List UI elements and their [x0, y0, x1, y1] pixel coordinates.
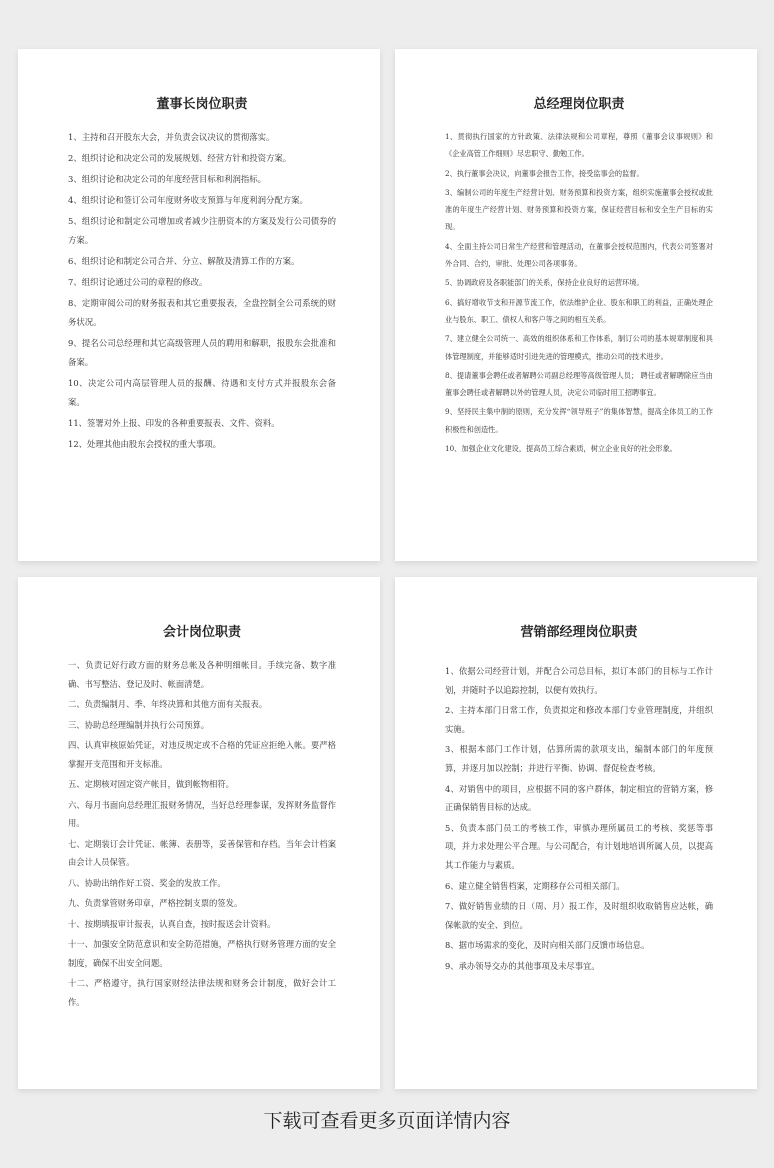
duty-item: 2、组织讨论和决定公司的发展规划、经营方针和投资方案。: [68, 153, 292, 163]
duty-item: 3、根据本部门工作计划，估算所需的款项支出，编制本部门的年度预算，并逐月加以控制；并进行平衡、协调、督促检查考核。: [445, 744, 713, 773]
document-page-general-manager: [395, 49, 757, 561]
duty-item: 7、组织讨论通过公司的章程的修改。: [68, 277, 208, 287]
document-page-marketing-manager: [395, 577, 757, 1089]
duty-list: [445, 662, 713, 976]
duty-item: 9、承办领导交办的其他事项及未尽事宜。: [445, 960, 600, 971]
duty-item: 5、负责本部门员工的考核工作，审慎办理所属员工的考核、奖惩等事项，并力求处理公平合理。与公司配合，有计划地培训所属人员，以提高其工作能力与素质。: [445, 822, 713, 870]
duty-item: 6、搞好增收节支和开源节流工作，依法维护企业、股东和职工的利益，正确处理企业与股东、职工、债权人和客户等之间的相互关系。: [445, 297, 713, 324]
duty-list: [68, 128, 336, 454]
duty-item: 一、负责记好行政方面的财务总帐及各种明细帐目。手续完备、数字准确、书写整洁、登记及时、帐面清楚。: [68, 660, 336, 689]
duty-item: 十一、加强安全防范意识和安全防范措施，严格执行财务管理方面的安全制度，确保不出安全问题。: [68, 939, 336, 968]
duty-item: 6、组织讨论和制定公司合并、分立、解散及清算工作的方案。: [68, 256, 300, 266]
duty-item: 十、按期填报审计报表，认真自查，按时报送会计资料。: [68, 918, 276, 929]
duty-item: 2、执行董事会决议，向董事会报告工作，接受监事会的监督。: [445, 168, 644, 178]
duty-item: 1、主持和召开股东大会，并负责会议决议的贯彻落实。: [68, 132, 275, 142]
duty-item: 1、依据公司经营计划，并配合公司总目标，拟订本部门的目标与工作计划，并随时予以追踪控制，以便有效执行。: [445, 666, 713, 695]
duty-item: 10、加强企业文化建设，提高员工综合素质，树立企业良好的社会形象。: [445, 444, 677, 454]
duty-item: 9、坚持民主集中制的原则，充分发挥“领导班子”的集体智慧，提高全体员工的工作积极性和创造性。: [445, 407, 713, 434]
duty-list: [68, 656, 336, 1011]
duty-item: 六、每月书面向总经理汇报财务情况，当好总经理参谋，发挥财务监督作用。: [68, 799, 336, 828]
duty-item: 七、定期装订会计凭证、帐簿、表册等，妥善保管和存档。当年会计档案由会计人员保管。: [68, 838, 336, 867]
duty-item: 8、定期审阅公司的财务报表和其它重要报表，全盘控制全公司系统的财务状况。: [68, 298, 336, 327]
duty-item: 7、做好销售业绩的日（周、月）报工作，及时组织收取销售应达帐，确保帐款的安全、到位。: [445, 901, 713, 930]
download-more-caption[interactable]: 下载可查看更多页面详情内容: [263, 1110, 511, 1132]
duty-item: 12、处理其他由股东会授权的重大事项。: [68, 439, 222, 449]
duty-item: 8、提请董事会聘任或者解聘公司副总经理等高级管理人员； 聘任或者解聘除应当由董事会聘任或者解聘以外的管理人员，决定公司临时用工招聘事宜。: [445, 370, 713, 398]
duty-item: 10、决定公司内高层管理人员的报酬、待遇和支付方式并报股东会备案。: [68, 378, 336, 407]
duty-item: 6、建立健全销售档案，定期移存公司相关部门。: [445, 880, 625, 891]
duty-item: 十二、严格遵守，执行国家财经法律法规和财务会计制度，做好会计工作。: [68, 978, 336, 1007]
duty-item: 8、据市场需求的变化，及时向相关部门反馈市场信息。: [445, 940, 650, 951]
duty-item: 7、建立健全公司统一、高效的组织体系和工作体系，制订公司的基本规章制度和具体管理制度，并能够适时引进先进的管理模式，推动公司的技术进步。: [445, 334, 713, 361]
duty-item: 5、协调政府及各职能部门的关系，保持企业良好的运营环境。: [445, 278, 644, 288]
duty-item: 五、定期核对固定资产帐目，做到帐物相符。: [68, 779, 234, 789]
duty-item: 2、主持本部门日常工作，负责拟定和修改本部门专业管理制度，并组织实施。: [445, 705, 713, 734]
document-page-accountant: [18, 577, 380, 1089]
page-title: 会计岗位职责: [162, 625, 241, 640]
duty-item: 1、贯彻执行国家的方针政策、法律法规和公司章程，尊照《董事会议事规则》和《企业高管工作细则》尽忠职守、勤勉工作。: [445, 132, 713, 159]
duty-item: 9、提名公司总经理和其它高级管理人员的聘用和解职，报股东会批准和备案。: [68, 338, 336, 367]
page-title: 营销部经理岗位职责: [520, 625, 638, 640]
duty-item: 九、负责掌管财务印章，严格控制支票的签发。: [68, 898, 243, 908]
page-title: 总经理岗位职责: [533, 97, 625, 112]
duty-item: 3、组织讨论和决定公司的年度经营目标和利润指标。: [68, 174, 266, 184]
duty-item: 三、协助总经理编制并执行公司预算。: [68, 719, 210, 730]
duty-item: 4、组织讨论和签订公司年度财务收支预算与年度利润分配方案。: [68, 195, 308, 205]
duty-item: 四、认真审核原始凭证，对违反规定或不合格的凭证应拒绝入帐。要严格掌握开支范围和开支标准。: [68, 740, 336, 769]
duty-item: 5、组织讨论和制定公司增加或者减少注册资本的方案及发行公司债券的方案。: [68, 216, 336, 245]
duty-item: 八、协助出纳作好工资、奖金的发放工作。: [68, 877, 226, 888]
duty-item: 3、编制公司的年度生产经营计划、财务预算和投资方案，组织实施董事会授权或批准的年度生产经营计划、财务预算和投资方案，保证经营目标和安全生产目标的实现。: [445, 187, 713, 232]
duty-item: 4、对销售中的项目，应根据不同的客户群体，制定相宜的营销方案，修正确保销售目标的达成。: [445, 783, 713, 813]
duty-list: [445, 128, 713, 457]
duty-item: 4、全面主持公司日常生产经营和管理活动，在董事会授权范围内，代表公司签署对外合同、合约，审批、处理公司各项事务。: [445, 241, 713, 269]
page-title: 董事长岗位职责: [156, 97, 248, 112]
document-page-chairman: [18, 49, 380, 561]
duty-item: 11、签署对外上报、印发的各种重要报表、文件、资料。: [68, 418, 280, 428]
duty-item: 二、负责编制月、季、年终决算和其他方面有关报表。: [68, 699, 268, 709]
